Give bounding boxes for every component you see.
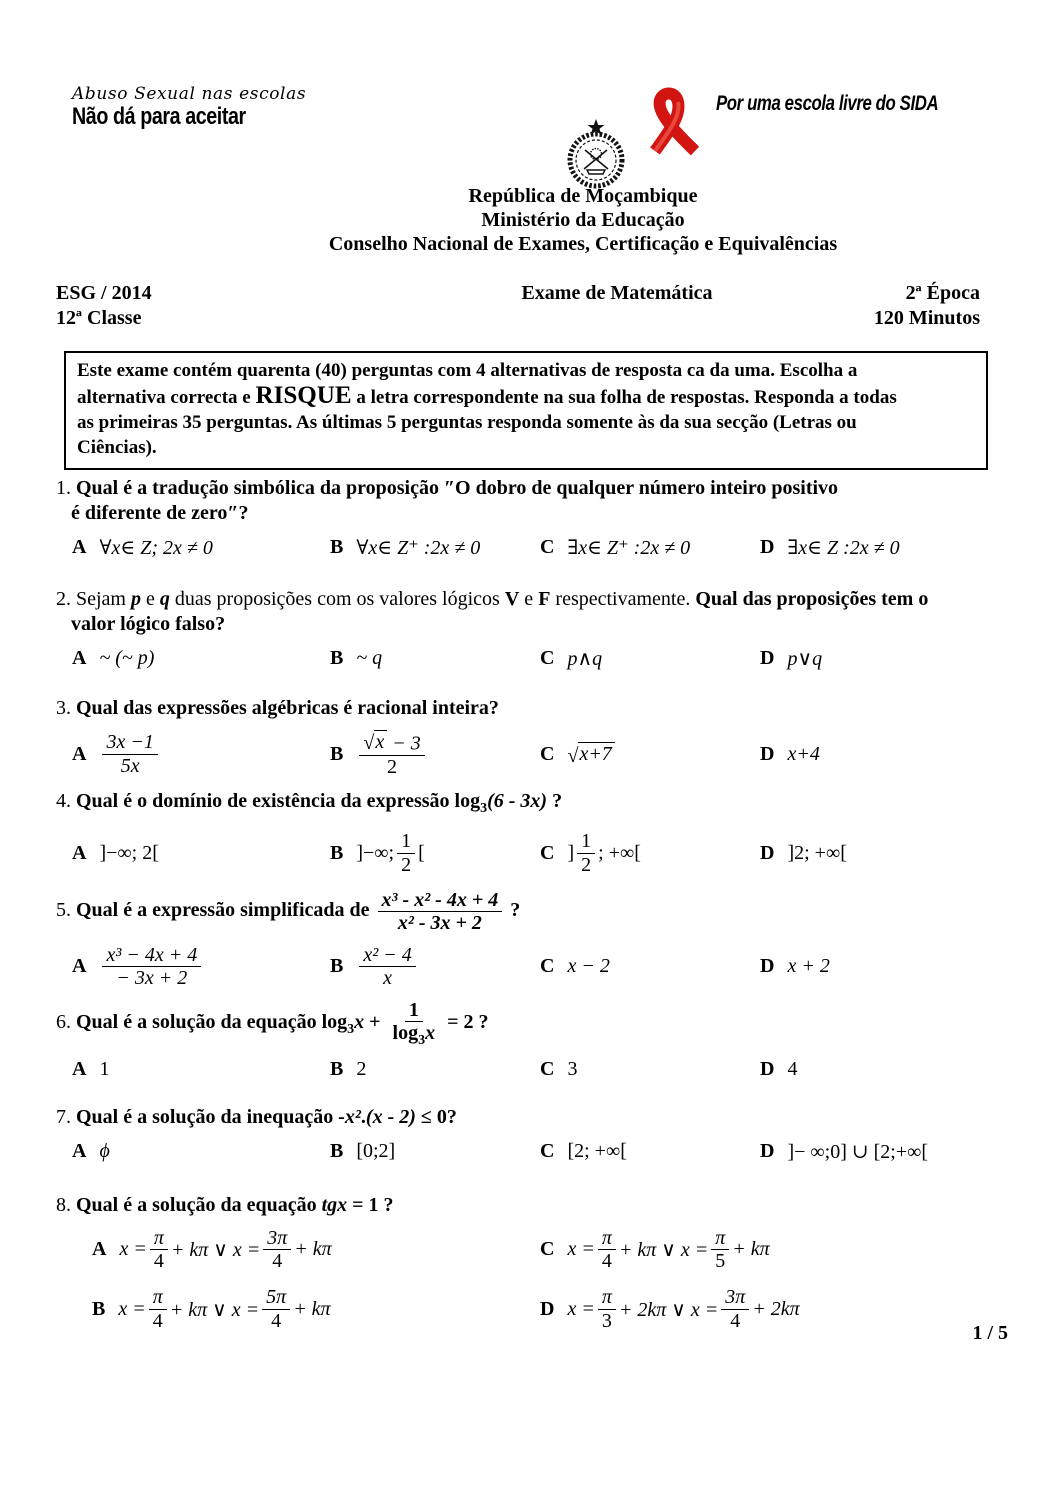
exam-meta-row-1 <box>56 281 980 306</box>
option-label: D <box>760 841 775 864</box>
question-number: 4. <box>56 790 71 813</box>
option-label: A <box>72 1057 87 1080</box>
option-label: A <box>72 647 87 669</box>
option-label: D <box>760 742 775 765</box>
option-label: B <box>92 1297 106 1320</box>
option-a <box>72 1140 330 1163</box>
option-label: B <box>330 1139 344 1162</box>
option-value: p∨q <box>787 648 823 670</box>
option-d <box>760 646 1002 671</box>
question-7 <box>56 1105 1002 1164</box>
option-value: ]2; +∞[ <box>787 841 847 864</box>
option-b <box>330 944 540 990</box>
option-value: ∀x∈ Z; 2x ≠ 0 <box>99 537 213 559</box>
option-c <box>540 646 760 671</box>
exam-meta-row-2 <box>56 306 980 331</box>
option-value: x+4 <box>787 742 820 765</box>
question-6 <box>56 999 1002 1081</box>
option-value: 4 <box>787 1057 798 1080</box>
option-label: B <box>330 536 344 558</box>
option-label: D <box>760 1139 775 1162</box>
option-c <box>540 1140 760 1163</box>
option-b <box>330 535 540 560</box>
option-value: ~ (~ p) <box>99 647 155 669</box>
option-value: 1 <box>99 1057 110 1080</box>
options-row <box>56 535 1002 560</box>
question-8 <box>56 1193 1002 1333</box>
option-label: C <box>540 841 555 864</box>
option-value: $\frac{\text{x³ − 4x + 4}}{- 3x + 2}$ <box>99 944 204 990</box>
question-text: Qual das expressões algébricas é racional inteira? <box>76 697 499 719</box>
question-number: 3. <box>56 697 71 719</box>
option-value: ]−∞; 2[ <box>99 841 159 864</box>
options-row <box>56 1139 1002 1164</box>
option-value: ~ q <box>356 647 383 669</box>
question-4 <box>56 789 1002 876</box>
option-d <box>760 535 1002 560</box>
option-c <box>540 1227 1002 1273</box>
option-c <box>540 830 760 876</box>
exam-title: Exame de Matemática <box>521 282 713 304</box>
option-label: B <box>330 742 344 765</box>
question-text: Qual é a solução da inequação -x².(x - 2) ≤ 0? <box>76 1105 457 1128</box>
option-value: 3 <box>567 1057 578 1080</box>
option-label: A <box>72 1139 87 1162</box>
option-value: x = $\frac{\pi}{4}$ + kπ ∨ x = $\frac{3\pi}{4}$ + kπ <box>119 1226 332 1272</box>
option-label: D <box>760 955 775 978</box>
question-number: 2. <box>56 588 71 610</box>
option-label: C <box>540 955 555 978</box>
question-number: 1. <box>56 477 71 499</box>
option-b <box>92 1286 540 1332</box>
institution-header <box>0 184 1058 256</box>
option-a <box>72 731 330 777</box>
option-label: A <box>92 1237 107 1260</box>
option-label: C <box>540 1139 555 1162</box>
option-value: ∃x∈ Z :2x ≠ 0 <box>787 537 900 559</box>
option-label: A <box>72 742 87 765</box>
option-label: C <box>540 742 555 765</box>
option-c <box>540 742 760 766</box>
option-value: 2 <box>356 1057 367 1080</box>
option-c <box>540 535 760 560</box>
option-value: $\frac{3x -1}{5x}$ <box>99 731 160 777</box>
option-c <box>540 1058 760 1081</box>
question-5 <box>56 889 1002 990</box>
option-label: C <box>540 1057 555 1080</box>
question-number: 7. <box>56 1105 71 1128</box>
instructions-box: Este exame contém quarenta (40) perguntas com 4 alternativas de resposta ca da uma. Escolha a alternativa correcta e RISQUE a letra correspondente na sua folha de respostas. Responda a todas as primeiras 35 perguntas. As últimas 5 perguntas responda somente às da sua secção (Letras ou Ciências). <box>64 351 988 470</box>
option-d <box>760 955 1002 978</box>
option-value: x − 2 <box>567 955 610 978</box>
question-number: 8. <box>56 1193 71 1216</box>
question-text: Qual é o domínio de existência da expressão $\log_3(6 - 3x)$ ? <box>76 790 563 817</box>
exam-epoch: 2ª Época <box>905 282 980 304</box>
option-value: $\frac{\text{x² − 4}}{x}$ <box>356 944 418 990</box>
option-label: B <box>330 1057 344 1080</box>
country-name: República de Moçambique <box>468 185 698 207</box>
page-indicator: 1 / 5 <box>972 1322 1008 1344</box>
option-b <box>330 1058 540 1081</box>
option-value: p∧q <box>567 648 603 670</box>
ministry-name: Ministério da Educação <box>481 209 685 231</box>
question-number: 6. <box>56 1011 71 1034</box>
option-value: ∃x∈ Z⁺ :2x ≠ 0 <box>567 537 691 559</box>
option-value: ] $\frac{1}{2}$ ; +∞[ <box>567 830 641 876</box>
option-label: B <box>330 647 344 669</box>
option-a <box>92 1227 540 1273</box>
option-label: C <box>540 647 555 669</box>
options-row <box>56 830 1002 876</box>
option-a <box>72 1058 330 1081</box>
question-text: Qual é a solução da equação tgx = 1 ? <box>76 1193 394 1216</box>
option-label: D <box>760 536 775 558</box>
options-row <box>56 646 1002 671</box>
option-value: ϕ <box>99 1139 110 1162</box>
option-b <box>330 1140 540 1163</box>
option-b <box>330 730 540 778</box>
option-value: x = $\frac{\pi}{3}$ + 2kπ ∨ x = $\frac{3\pi}{4}$ + 2kπ <box>567 1286 800 1332</box>
option-value: ∀x∈ Z⁺ :2x ≠ 0 <box>356 537 481 559</box>
options-row <box>56 1058 1002 1081</box>
question-text: Sejam p e q duas proposições com os valores lógicos V e F respectivamente. Qual das proposições tem o valor lógico falso? <box>56 588 929 635</box>
option-value: x = $\frac{\pi}{4}$ + kπ ∨ x = $\frac{\pi}{5}$ + kπ <box>567 1226 770 1272</box>
option-value: ]−∞; $\frac{1}{2}$ [ <box>356 830 425 876</box>
option-value: ]− ∞;0] ∪ [2;+∞[ <box>787 1140 929 1163</box>
options-row <box>56 944 1002 990</box>
council-name: Conselho Nacional de Exames, Certificação e Equivalências <box>328 233 838 255</box>
options-grid <box>56 1227 1002 1333</box>
option-value: √ x − 3 2 <box>356 730 427 778</box>
ribbon-slogan: Por uma escola livre do SIDA <box>716 92 939 115</box>
exam-code: ESG / 2014 <box>56 282 152 304</box>
option-b <box>330 830 540 876</box>
question-1 <box>56 476 1002 560</box>
option-label: B <box>330 955 344 978</box>
option-label: D <box>760 1057 775 1080</box>
option-value: √ x+7 <box>567 742 614 766</box>
option-d <box>760 1058 1002 1081</box>
questions-list <box>56 476 1002 1332</box>
option-a <box>72 944 330 990</box>
option-label: A <box>72 536 87 558</box>
option-d <box>760 1139 1002 1164</box>
option-d <box>540 1286 1002 1332</box>
option-b <box>330 647 540 670</box>
exam-grade: 12ª Classe <box>56 307 142 329</box>
option-value: x + 2 <box>787 955 830 978</box>
option-label: C <box>540 536 555 558</box>
question-2 <box>56 587 1002 671</box>
option-d <box>760 842 1002 865</box>
question-text: Qual é a solução da equação $\log_3x$ + $\frac{1}{\log_3x}$ = 2 ? <box>76 998 489 1048</box>
option-label: D <box>760 647 775 669</box>
option-a <box>72 842 330 865</box>
campaign-slogan-line2: Não dá para aceitar <box>72 103 246 130</box>
option-label: D <box>540 1297 555 1320</box>
option-label: A <box>72 841 87 864</box>
option-label: A <box>72 955 87 978</box>
option-value: [0;2] <box>356 1139 396 1162</box>
question-text: Qual é a expressão simplificada de $\frac{\text{x³ - x² - 4x + 4}}{\text{x² - 3x + 2}}$ ? <box>76 888 521 935</box>
campaign-slogan-line1: Abuso Sexual nas escolas <box>72 84 307 104</box>
question-text: Qual é a tradução simbólica da proposição ″O dobro de qualquer número inteiro positivo é diferente de zero″? <box>56 477 839 524</box>
option-label: B <box>330 841 344 864</box>
option-value: x = $\frac{\pi}{4}$ + kπ ∨ x = $\frac{5\pi}{4}$ + kπ <box>118 1286 331 1332</box>
option-d <box>760 743 1002 766</box>
option-a <box>72 647 330 670</box>
option-c <box>540 955 760 978</box>
option-a <box>72 535 330 560</box>
question-number: 5. <box>56 899 71 922</box>
campaign-slogan <box>72 84 306 130</box>
options-row <box>56 730 1002 778</box>
question-3 <box>56 696 1002 778</box>
option-label: C <box>540 1237 555 1260</box>
exam-duration: 120 Minutos <box>873 307 980 329</box>
exam-meta <box>56 281 980 331</box>
aids-ribbon-icon <box>642 86 714 163</box>
option-value: [2; +∞[ <box>567 1139 627 1162</box>
